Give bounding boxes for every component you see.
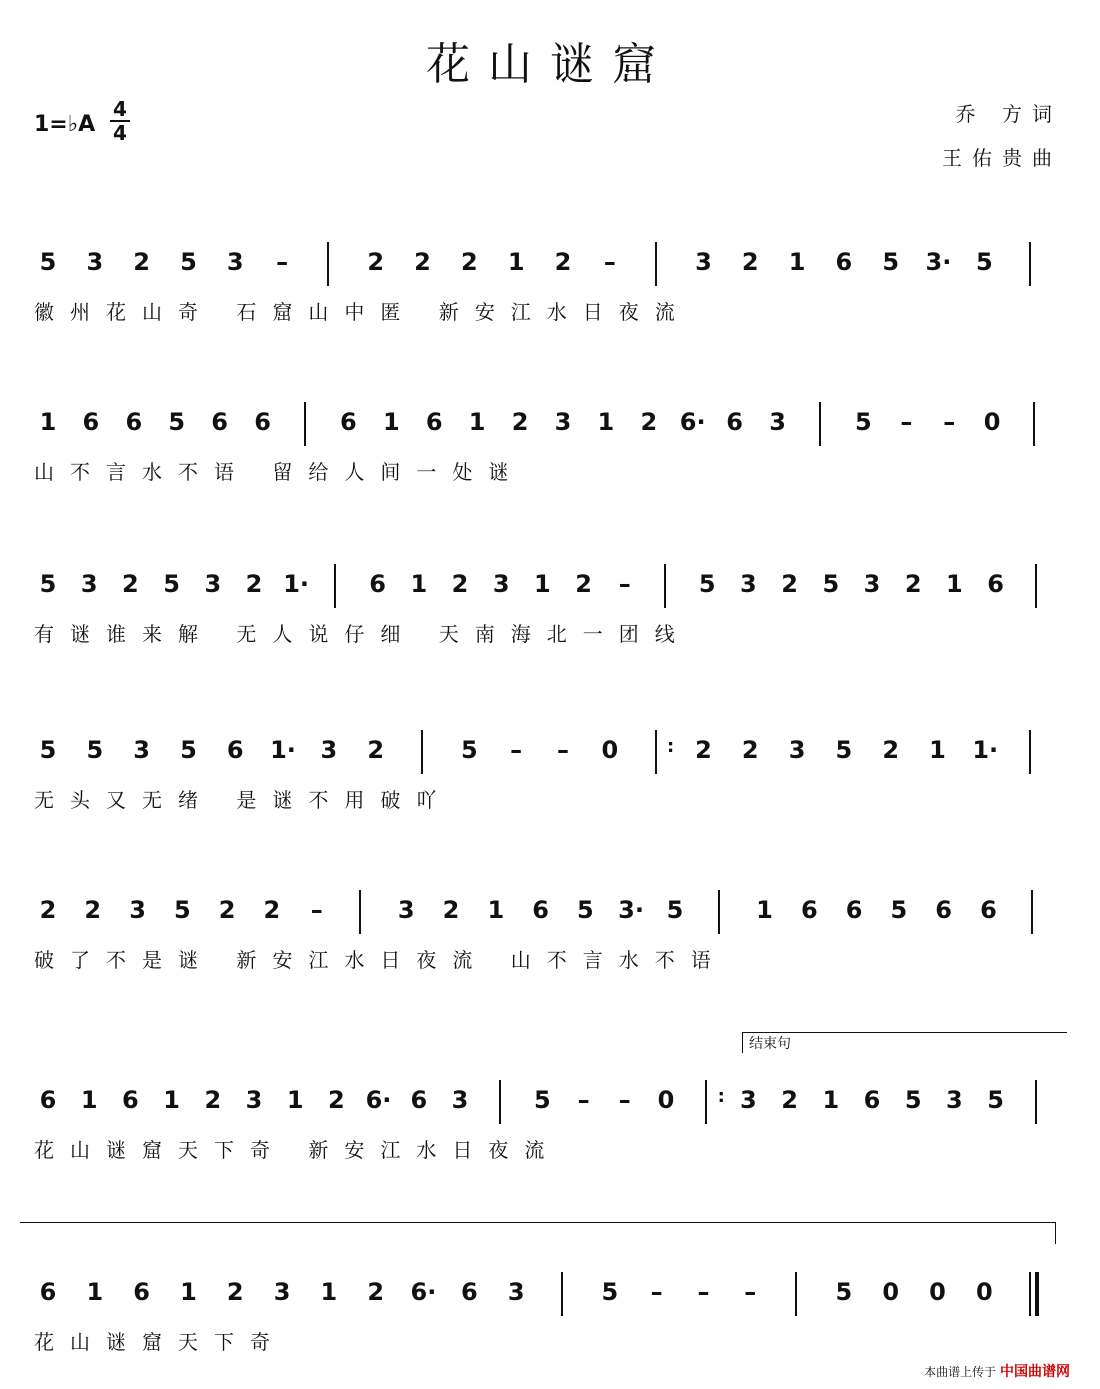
note: 3 — [863, 570, 881, 598]
barline — [359, 890, 361, 934]
note: 6 — [532, 896, 549, 924]
barline — [334, 564, 336, 608]
barline — [1029, 242, 1031, 286]
note-row — [0, 896, 1100, 936]
ending-label: 结束句 — [749, 1036, 791, 1052]
note: 3 — [86, 248, 104, 276]
note: 1 — [822, 1086, 840, 1114]
lyric-text: 花山谜窟天下奇 — [34, 1330, 286, 1354]
note: 3 — [80, 570, 98, 598]
barline — [795, 1272, 797, 1316]
note: 0 — [929, 1278, 946, 1306]
note: 5 — [168, 408, 186, 436]
note: 6 — [461, 1278, 478, 1306]
barline — [819, 402, 821, 446]
note: 5 — [534, 1086, 551, 1114]
note: – — [697, 1278, 710, 1306]
note: 5 — [835, 736, 853, 764]
note: – — [603, 248, 616, 276]
note: 1 — [788, 248, 806, 276]
barline — [1029, 730, 1031, 774]
note: 2 — [122, 570, 139, 598]
barline — [705, 1080, 707, 1124]
note: 0 — [882, 1278, 900, 1306]
note: 1 — [929, 736, 946, 764]
lyric-row — [0, 618, 1100, 648]
note-row — [0, 1086, 1100, 1126]
note: 5 — [461, 736, 478, 764]
note: 2 — [695, 736, 712, 764]
note: 2 — [367, 248, 385, 276]
note-row — [0, 1278, 1100, 1318]
note: – — [650, 1278, 663, 1306]
note: 6 — [133, 1278, 150, 1306]
note: 1 — [756, 896, 773, 924]
note: 2 — [882, 736, 900, 764]
note: 1 — [286, 1086, 304, 1114]
note: 1· — [283, 570, 310, 598]
note: 5 — [882, 248, 900, 276]
note: 3 — [451, 1086, 469, 1114]
lyric-row — [0, 456, 1100, 486]
barline — [1031, 890, 1033, 934]
note: 6· — [365, 1086, 392, 1114]
note: 2 — [904, 570, 922, 598]
note: 3 — [740, 570, 757, 598]
note: 1 — [507, 248, 525, 276]
note: 1 — [946, 570, 963, 598]
note: 2 — [442, 896, 460, 924]
note: 6 — [369, 570, 386, 598]
note: 1 — [86, 1278, 104, 1306]
note: – — [510, 736, 523, 764]
note: 5 — [577, 896, 594, 924]
footer — [924, 1361, 1070, 1381]
ending-bracket — [742, 1032, 1067, 1053]
barline — [655, 242, 657, 286]
repeat-sign: : — [667, 736, 675, 757]
note: – — [943, 408, 956, 436]
note: 5 — [835, 1278, 853, 1306]
note: 5 — [39, 736, 57, 764]
barline — [1029, 1272, 1031, 1316]
note: 5 — [855, 408, 872, 436]
score-line — [0, 896, 1100, 986]
note: 5 — [173, 896, 191, 924]
note-row — [0, 248, 1100, 288]
note: 5 — [163, 570, 180, 598]
barline — [718, 890, 720, 934]
note: 2 — [741, 736, 759, 764]
meter-top: 4 — [113, 97, 127, 121]
note: 5 — [39, 248, 57, 276]
note: – — [276, 248, 289, 276]
note: 2 — [781, 570, 798, 598]
note: – — [310, 896, 323, 924]
note: 1· — [270, 736, 296, 764]
note: 5 — [822, 570, 840, 598]
note: 1 — [39, 408, 57, 436]
note: 1 — [487, 896, 505, 924]
meter-bottom: 4 — [110, 120, 130, 144]
note: 3 — [204, 570, 222, 598]
note: 0 — [983, 408, 1001, 436]
barline — [327, 242, 329, 286]
barline — [664, 564, 666, 608]
score-line — [0, 248, 1100, 338]
note: 2 — [204, 1086, 222, 1114]
score-line — [0, 1086, 1100, 1176]
score-line — [0, 736, 1100, 826]
note: 2 — [575, 570, 592, 598]
note: 2 — [245, 570, 263, 598]
lyric-row — [0, 944, 1100, 974]
note: 6 — [211, 408, 228, 436]
lyric-row — [0, 1326, 1100, 1356]
note: 5 — [976, 248, 993, 276]
barline — [499, 1080, 501, 1124]
note-row — [0, 408, 1100, 448]
note: 3 — [273, 1278, 291, 1306]
note: 2 — [741, 248, 759, 276]
note: 6 — [863, 1086, 881, 1114]
note: 6 — [82, 408, 100, 436]
note: 6 — [425, 408, 443, 436]
note: 1 — [468, 408, 486, 436]
page-title: 花山谜窟 — [426, 39, 674, 90]
note: 6 — [845, 896, 863, 924]
note: 1 — [410, 570, 428, 598]
note: 3 — [554, 408, 572, 436]
note: 6 — [835, 248, 853, 276]
note: 3· — [925, 248, 952, 276]
note: 3· — [618, 896, 644, 924]
note: 5 — [987, 1086, 1004, 1114]
lyric-text: 徽州花山奇 石窟山中匿 新安江水日夜流 — [34, 300, 691, 324]
note: – — [618, 570, 631, 598]
note: 3 — [397, 896, 415, 924]
system-rule-end — [1055, 1222, 1056, 1244]
note: – — [618, 1086, 631, 1114]
note: 6 — [39, 1086, 57, 1114]
note: 3 — [226, 248, 244, 276]
barline — [1035, 1080, 1037, 1124]
footer-text: 本曲谱上传于 — [924, 1365, 997, 1379]
score-line — [0, 570, 1100, 660]
note: 3 — [788, 736, 806, 764]
barline-final — [1035, 1272, 1039, 1316]
note: 6 — [800, 896, 818, 924]
note: 6 — [935, 896, 952, 924]
score-line — [0, 408, 1100, 498]
lyric-text: 有谜谁来解 无人说仔细 天南海北一团线 — [34, 622, 691, 646]
note: 1 — [80, 1086, 98, 1114]
note: 2 — [461, 248, 478, 276]
note: 2 — [554, 248, 572, 276]
note: 2 — [328, 1086, 345, 1114]
note: 6 — [226, 736, 244, 764]
note: 1· — [972, 736, 999, 764]
note: 0 — [657, 1086, 675, 1114]
note: 2 — [263, 896, 281, 924]
system-rule — [20, 1222, 1056, 1223]
note: 2 — [133, 248, 150, 276]
note: 3 — [946, 1086, 963, 1114]
note: – — [744, 1278, 757, 1306]
note: 0 — [601, 736, 619, 764]
lyric-row — [0, 1134, 1100, 1164]
note: 1 — [597, 408, 615, 436]
footer-site: 中国曲谱网 — [1000, 1364, 1070, 1380]
score-line — [0, 1278, 1100, 1368]
note-row — [0, 736, 1100, 776]
time-signature — [110, 98, 130, 144]
repeat-sign: : — [717, 1086, 725, 1107]
note: 6 — [726, 408, 743, 436]
barline — [561, 1272, 563, 1316]
note: 5 — [890, 896, 908, 924]
lyric-row — [0, 296, 1100, 326]
note: 5 — [666, 896, 684, 924]
note: 3 — [769, 408, 786, 436]
note: 3 — [492, 570, 510, 598]
note: 5 — [86, 736, 104, 764]
key-signature: 1=♭A — [34, 112, 96, 137]
note: 2 — [367, 736, 385, 764]
note: 6 — [340, 408, 357, 436]
note: 2 — [511, 408, 529, 436]
note: 2 — [414, 248, 431, 276]
lyric-text: 无头又无绪 是谜不用破吖 — [34, 788, 453, 812]
barline — [421, 730, 423, 774]
lyric-text: 破了不是谜 新安江水日夜流 山不言水不语 — [34, 948, 727, 972]
note: 5 — [180, 736, 197, 764]
note: 2 — [226, 1278, 244, 1306]
note: 5 — [180, 248, 197, 276]
note: 1 — [534, 570, 551, 598]
barline — [1033, 402, 1035, 446]
note: 3 — [740, 1086, 757, 1114]
note: 6 — [122, 1086, 139, 1114]
note: 6 — [39, 1278, 57, 1306]
note: 6· — [410, 1278, 437, 1306]
note: 5 — [904, 1086, 922, 1114]
barline — [304, 402, 306, 446]
note: 2 — [84, 896, 102, 924]
note: 1 — [382, 408, 400, 436]
note-row — [0, 570, 1100, 610]
note: 1 — [163, 1086, 180, 1114]
note: 2 — [218, 896, 236, 924]
note: 1 — [320, 1278, 338, 1306]
note: – — [557, 736, 569, 764]
note: 2 — [640, 408, 658, 436]
note: 6 — [410, 1086, 428, 1114]
note: 3 — [695, 248, 712, 276]
note: 6 — [987, 570, 1004, 598]
note: 5 — [39, 570, 57, 598]
lyricist: 乔 方词 — [955, 102, 1062, 126]
note: 1 — [180, 1278, 197, 1306]
lyric-row — [0, 784, 1100, 814]
note: 3 — [129, 896, 146, 924]
barline — [1035, 564, 1037, 608]
note: 5 — [698, 570, 716, 598]
note: 2 — [367, 1278, 385, 1306]
note: – — [577, 1086, 590, 1114]
note: 6 — [254, 408, 271, 436]
note: 6· — [679, 408, 706, 436]
composer: 王佑贵曲 — [942, 146, 1062, 170]
note: – — [900, 408, 913, 436]
note: 2 — [451, 570, 469, 598]
note: 5 — [601, 1278, 619, 1306]
note: 2 — [39, 896, 57, 924]
lyric-text: 山不言水不语 留给人间一处谜 — [34, 460, 525, 484]
note: 3 — [320, 736, 338, 764]
note: 3 — [507, 1278, 525, 1306]
note: 3 — [245, 1086, 263, 1114]
barline — [655, 730, 657, 774]
note: 6 — [980, 896, 997, 924]
lyric-text: 花山谜窟天下奇 新安江水日夜流 — [34, 1138, 561, 1162]
note: 3 — [133, 736, 150, 764]
note: 2 — [781, 1086, 798, 1114]
note: 0 — [976, 1278, 993, 1306]
note: 6 — [125, 408, 143, 436]
